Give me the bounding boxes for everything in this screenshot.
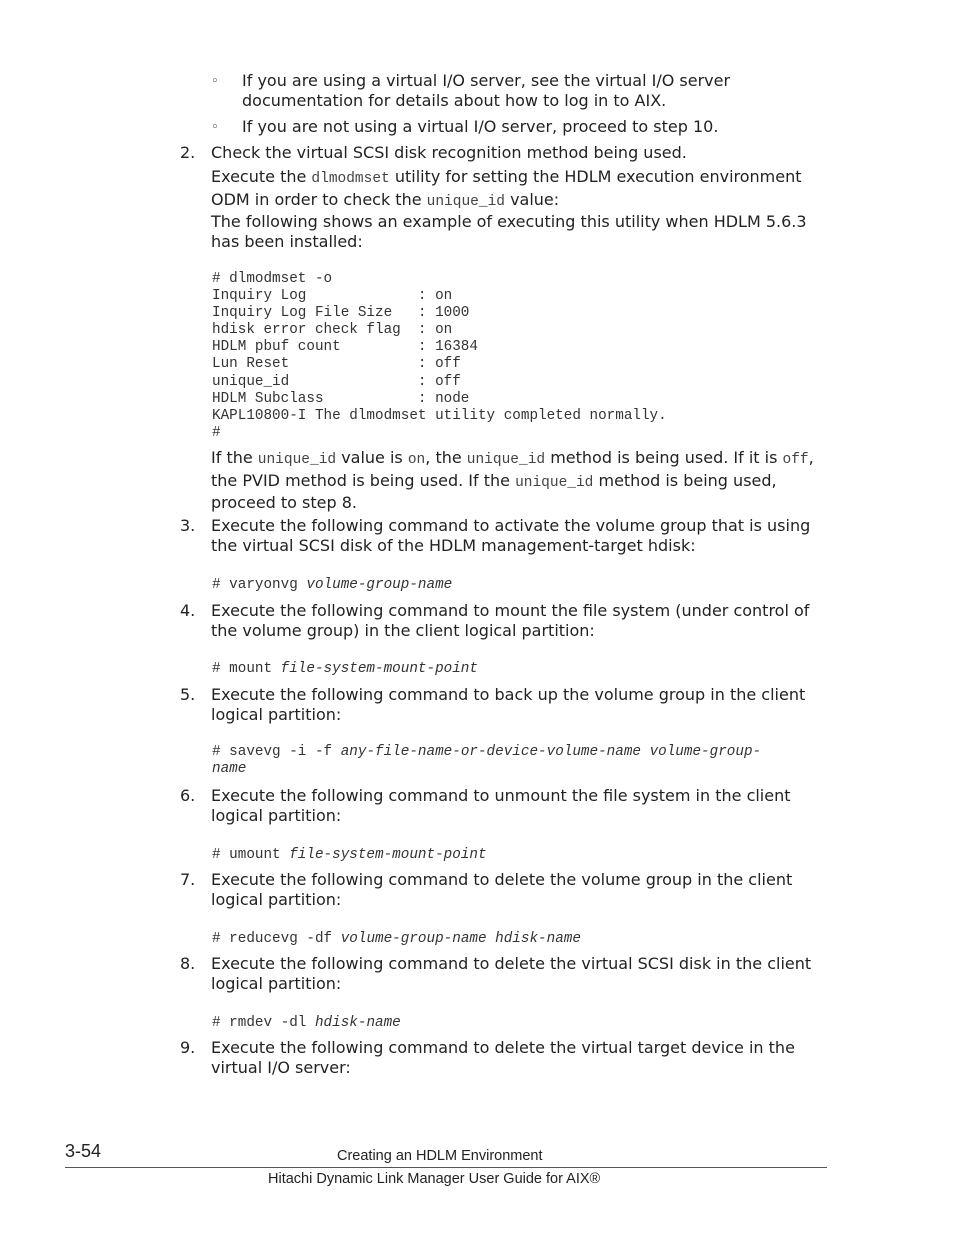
dlmodmset-output-block [212, 271, 667, 442]
footer-divider [65, 1167, 827, 1168]
bullet-text-virtual-io: If you are using a virtual I/O server, see the virtual I/O server documentation for details about how to log in to AIX. [242, 71, 731, 110]
step-2-paragraph-2: The following shows an example of executing this utility when HDLM 5.6.3 has been installed: [211, 212, 807, 251]
page-number: 3-54 [65, 1141, 102, 1161]
code-line: unique_id : off [212, 373, 461, 390]
step-2-title: Check the virtual SCSI disk recognition method being used. [211, 143, 687, 162]
step-number: 4. [180, 601, 196, 620]
code-line: Inquiry Log : on [212, 288, 453, 305]
code-line: HDLM Subclass : node [212, 390, 470, 407]
step-number: 5. [180, 685, 196, 704]
step-9-text: Execute the following command to delete the virtual target device in the virtual I/O server: [211, 1038, 795, 1077]
step-number: 9. [180, 1038, 196, 1057]
code-line: # dlmodmset -o [212, 271, 333, 287]
step-number: 3. [180, 516, 196, 535]
step-number: 6. [180, 786, 196, 805]
code-line: # [212, 424, 221, 441]
mount-command: # mount file-system-mount-point [212, 661, 478, 677]
step-number: 7. [180, 870, 196, 889]
step-6-text: Execute the following command to unmount the file system in the client logical partition: [211, 786, 791, 825]
reducevg-command: # reducevg -df volume-group-name hdisk-name [212, 931, 581, 947]
step-number: 8. [180, 954, 196, 973]
rmdev-command: # rmdev -dl hdisk-name [212, 1015, 401, 1031]
step-4-text: Execute the following command to mount the file system (under control of the volume group) in the client logical partition: [211, 601, 810, 640]
code-line: Inquiry Log File Size : 1000 [212, 305, 470, 322]
code-line: Lun Reset : off [212, 356, 461, 373]
footer-chapter-title: Creating an HDLM Environment [337, 1148, 543, 1164]
code-line: HDLM pbuf count : 16384 [212, 339, 478, 356]
step-number: 2. [180, 143, 196, 162]
step-7-text: Execute the following command to delete the volume group in the client logical partition: [211, 870, 793, 909]
umount-command: # umount file-system-mount-point [212, 847, 487, 863]
step-2-paragraph-1: Execute the dlmodmset utility for setting the HDLM execution environment ODM in order to check the unique_id value: [211, 167, 802, 210]
code-line: KAPL10800-I The dlmodmset utility completed normally. [212, 407, 667, 424]
savevg-command: # savevg -i -f any-file-name-or-device-volume-name volume-group- name [212, 744, 762, 778]
bullet-circle-icon: ◦ [211, 120, 219, 135]
bullet-circle-icon: ◦ [211, 74, 219, 89]
footer-book-title: Hitachi Dynamic Link Manager User Guide for AIX® [268, 1171, 601, 1187]
step-2-paragraph-3: If the unique_id value is on, the unique_id method is being used. If it is off, the PVID method is being used. If the unique_id method is being used, proceed to step 8. [211, 448, 814, 512]
step-5-text: Execute the following command to back up the volume group in the client logical partition: [211, 685, 806, 724]
step-8-text: Execute the following command to delete the virtual SCSI disk in the client logical partition: [211, 954, 812, 993]
step-3-text: Execute the following command to activate the volume group that is using the virtual SCSI disk of the HDLM management-target hdisk: [211, 516, 811, 555]
bullet-text-no-virtual-io: If you are not using a virtual I/O server, proceed to step 10. [242, 117, 719, 136]
varyonvg-command: # varyonvg volume-group-name [212, 577, 453, 593]
code-line: hdisk error check flag : on [212, 322, 453, 339]
